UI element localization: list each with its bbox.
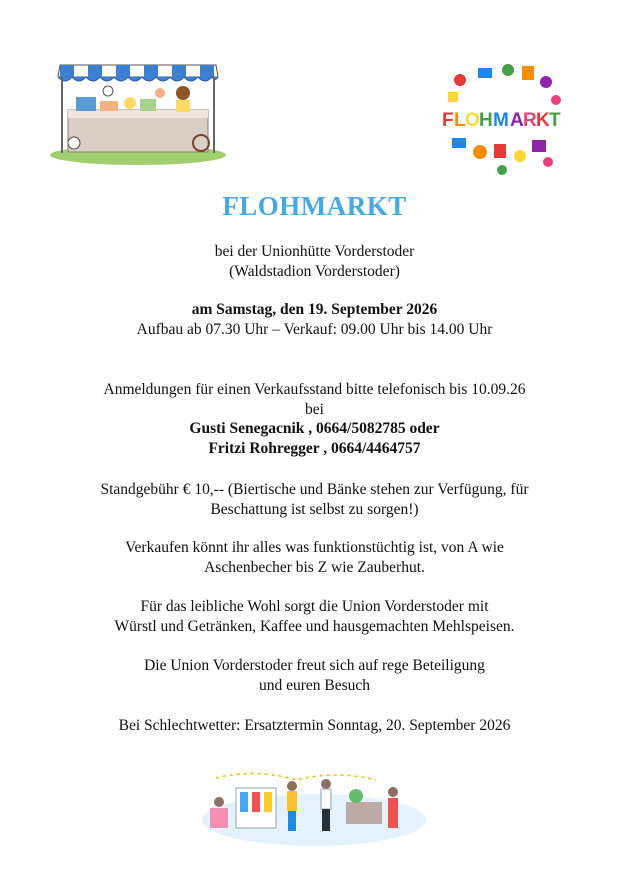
sell-text: Verkaufen könnt ihr alles was funktionstüchtig ist, von A wie: [125, 539, 504, 556]
fee-text: Standgebühr € 10,-- (Biertische und Bänke stehen zur Verfügung, für: [100, 481, 529, 498]
svg-text:F: F: [442, 110, 454, 131]
sell-block: [0, 538, 629, 577]
location-block: [0, 242, 629, 281]
date-block: [0, 300, 629, 339]
svg-text:A: A: [510, 110, 524, 131]
fee-block: [0, 480, 629, 519]
event-date: am Samstag, den 19. September 2026: [191, 301, 438, 318]
svg-text:M: M: [493, 110, 509, 131]
closing-text: und euren Besuch: [258, 676, 371, 694]
registration-text: Anmeldungen für einen Verkaufsstand bitte telefonisch bis 10.09.26: [103, 381, 526, 398]
food-text: Für das leibliche Wohl sorgt die Union Vorderstoder mit: [140, 598, 489, 615]
registration-text: bei: [305, 400, 324, 418]
contact-person: Fritzi Rohregger , 0664/4464757: [208, 439, 421, 457]
market-stall-illustration: [48, 55, 228, 167]
weather-text: Bei Schlechtwetter: Ersatztermin Sonntag, 20. September 2026: [118, 717, 511, 734]
contact-person: Gusti Senegacnik , 0664/5082785 oder: [189, 420, 440, 437]
location-line: (Waldstadion Vorderstoder): [229, 262, 400, 280]
closing-block: [0, 656, 629, 695]
food-block: [0, 597, 629, 636]
svg-text:L: L: [454, 110, 466, 131]
closing-text: Die Union Vorderstoder freut sich auf rege Beteiligung: [144, 657, 485, 674]
svg-text:H: H: [479, 110, 493, 131]
sell-text: Aschenbecher bis Z wie Zauberhut.: [204, 558, 425, 576]
food-text: Würstl und Getränken, Kaffee und hausgemachten Mehlspeisen.: [114, 617, 515, 635]
svg-text:O: O: [465, 110, 480, 131]
flohmarkt-logo: [438, 58, 566, 178]
weather-block: [0, 716, 629, 736]
fee-text: Beschattung ist selbst zu sorgen!): [210, 500, 419, 518]
svg-text:T: T: [549, 110, 561, 131]
svg-text:R: R: [523, 110, 537, 131]
event-times: Aufbau ab 07.30 Uhr – Verkauf: 09.00 Uhr bis 14.00 Uhr: [136, 320, 493, 338]
svg-text:K: K: [536, 110, 550, 131]
market-scene-illustration: [196, 758, 432, 848]
page-title: FLOHMARKT: [222, 191, 407, 221]
location-line: bei der Unionhütte Vorderstoder: [214, 243, 415, 260]
registration-block: [0, 380, 629, 458]
